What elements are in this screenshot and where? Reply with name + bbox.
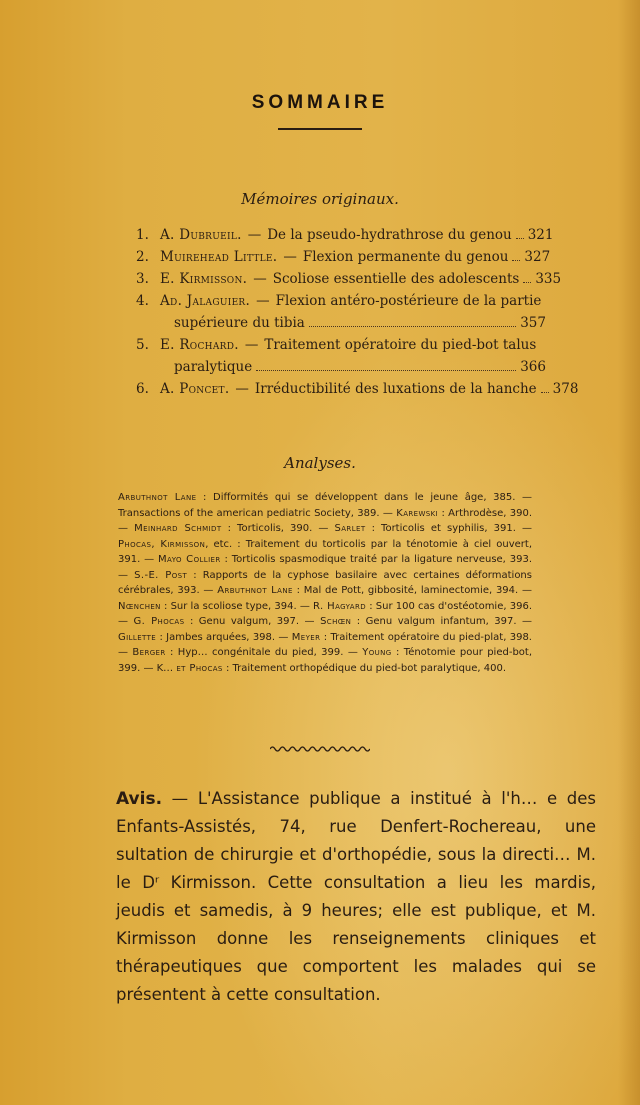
analysis-text: : Sur la scoliose type, 394. — bbox=[160, 600, 314, 612]
analysis-text: : Torticolis spasmodique traité par la ligature nerveuse, 393. — bbox=[118, 554, 533, 581]
entry-dash: — bbox=[283, 249, 297, 265]
analysis-text: : Ténotomie pour pied-bot, 399. — K… bbox=[118, 647, 533, 674]
toc-entry bbox=[136, 249, 551, 271]
analysis-author: et Phocas bbox=[176, 662, 223, 674]
entry-author: Muirehead Little. bbox=[160, 249, 278, 265]
entry-author: E. Kirmisson. bbox=[160, 271, 248, 287]
entry-page: 357 bbox=[520, 315, 546, 331]
analysis-author: Karewski bbox=[396, 507, 439, 519]
entry-page: 327 bbox=[524, 249, 551, 265]
entry-number: 6. bbox=[136, 381, 149, 397]
entry-dash: — bbox=[247, 227, 262, 243]
entry-title: Irréductibilité des luxations de la hanche bbox=[254, 381, 537, 397]
analysis-author: Berger bbox=[132, 647, 166, 658]
analysis-author: G. Phocas bbox=[133, 616, 185, 627]
analysis-text: : Torticolis et syphilis, 391. — bbox=[365, 523, 532, 534]
analysis-text: : Traitement opératoire du pied-plat, 398. — bbox=[118, 631, 532, 658]
analysis-text: : Traitement orthopédique du pied-bot paralytique, 400. bbox=[222, 662, 507, 674]
page-title: SOMMAIRE bbox=[251, 92, 389, 113]
dot-leader bbox=[309, 326, 516, 327]
analysis-author: Mayo Collier bbox=[158, 554, 221, 565]
avis-lead: Avis. bbox=[116, 789, 163, 809]
entry-number: 1. bbox=[136, 227, 149, 243]
analysis-author: Schœn bbox=[320, 616, 352, 627]
entry-number: 2. bbox=[136, 249, 149, 265]
entry-page: 378 bbox=[552, 381, 579, 397]
analysis-text: : Rapports de la cyphose basilaire avec certaines déformations cérébrales, 393. — bbox=[118, 569, 532, 596]
entry-dash: — bbox=[253, 271, 267, 287]
wavy-divider bbox=[270, 745, 370, 753]
analysis-text: : Genu valgum, 397. — bbox=[184, 616, 321, 627]
memoires-heading: Mémoires originaux. bbox=[241, 190, 399, 208]
entry-title: Traitement opératoire du pied-bot talus bbox=[264, 337, 537, 353]
analysis-text: : Sur 100 cas d'ostéotomie, 396. — bbox=[118, 600, 532, 627]
dot-leader bbox=[256, 370, 516, 371]
entry-title: Scoliose essentielle des adolescents bbox=[272, 271, 520, 287]
analyses-heading: Analyses. bbox=[284, 454, 356, 472]
dot-leader bbox=[516, 238, 524, 239]
analysis-text: : Jambes arquées, 398. — bbox=[156, 631, 292, 643]
toc-entry bbox=[136, 293, 546, 315]
analysis-author: Meinhard Schmidt bbox=[134, 523, 222, 534]
entry-dash: — bbox=[235, 381, 249, 397]
entry-author: A. Dubrueil. bbox=[160, 227, 242, 243]
analyses-paragraph bbox=[118, 490, 532, 676]
entry-title: De la pseudo-hydrathrose du genou bbox=[267, 227, 512, 243]
entry-author: E. Rochard. bbox=[160, 337, 239, 353]
toc-entry bbox=[136, 337, 546, 359]
analysis-text: : Arthrodèse, 390. — bbox=[118, 507, 533, 534]
entry-author: Ad. Jalaguier. bbox=[160, 293, 251, 309]
toc-memoires bbox=[136, 227, 579, 403]
avis-notice bbox=[116, 785, 596, 1009]
dot-leader bbox=[512, 260, 520, 261]
entry-number: 4. bbox=[136, 293, 149, 309]
toc-entry-continuation bbox=[136, 359, 546, 381]
analysis-text: : Hyp… congénitale du pied, 399. — bbox=[165, 647, 363, 658]
analysis-text: , etc. : Traitement du torticolis par la ténotomie à ciel ouvert, 391. — bbox=[118, 538, 532, 565]
entry-page: 335 bbox=[535, 271, 562, 287]
entry-title: Flexion permanente du genou bbox=[302, 249, 509, 265]
entry-dash: — bbox=[244, 337, 259, 353]
analysis-author: Arbuthnot Lane bbox=[217, 585, 293, 596]
analysis-text: : Genu valgum infantum, 397. — bbox=[351, 616, 532, 627]
entry-number: 3. bbox=[136, 271, 149, 287]
analysis-author: Meyer bbox=[291, 631, 321, 643]
analysis-author: S.-E. Post bbox=[134, 569, 188, 581]
toc-entry bbox=[136, 227, 554, 249]
entry-page: 366 bbox=[520, 359, 546, 375]
entry-author: A. Poncet. bbox=[160, 381, 230, 397]
dot-leader bbox=[523, 282, 531, 283]
entry-title-cont: supérieure du tibia bbox=[174, 315, 305, 331]
entry-title-cont: paralytique bbox=[174, 359, 253, 375]
entry-number: 5. bbox=[136, 337, 149, 353]
dot-leader bbox=[541, 392, 549, 393]
analysis-author: Phocas, Kirmisson bbox=[118, 538, 206, 550]
analysis-author: Gillette bbox=[118, 631, 157, 643]
toc-entry bbox=[136, 381, 579, 403]
analysis-author: Arbuthnot Lane bbox=[118, 492, 197, 503]
analysis-author: Young bbox=[362, 647, 392, 658]
analysis-text: : Difformités qui se développent dans le jeune âge, 385. — Transactions of the american pediatric Society, 389. — bbox=[118, 492, 532, 519]
entry-dash: — bbox=[256, 293, 270, 309]
toc-entry-continuation bbox=[136, 315, 546, 337]
analysis-author: R. Hagyard bbox=[313, 600, 367, 612]
entry-title: Flexion antéro-postérieure de la partie bbox=[275, 293, 542, 309]
analysis-author: Nœnchen bbox=[118, 600, 161, 612]
avis-text: — L'Assistance publique a institué à l'h… e des Enfants-Assistés, 74, rue Denfert-Rochereau, une sultation de chirurgie et d'orthopédie, sous la directi… M. le Dʳ Kirmisson. Cette consultation a lieu les mardis, jeudis et samedis, à 9 heures; elle est publique, et M. Kirmisson donne les renseignements cliniques et thérapeutiques que comportent les malades qui se présentent à cette consultation. bbox=[116, 789, 596, 1004]
toc-entry bbox=[136, 271, 562, 293]
analysis-text: : Torticolis, 390. — bbox=[221, 523, 335, 534]
entry-page: 321 bbox=[527, 227, 554, 243]
page-edge-stain bbox=[618, 0, 640, 1105]
analysis-text: : Mal de Pott, gibbosité, laminectomie, 394. — bbox=[292, 585, 532, 596]
title-rule bbox=[278, 128, 362, 130]
analysis-author: Sarlet bbox=[334, 523, 366, 534]
